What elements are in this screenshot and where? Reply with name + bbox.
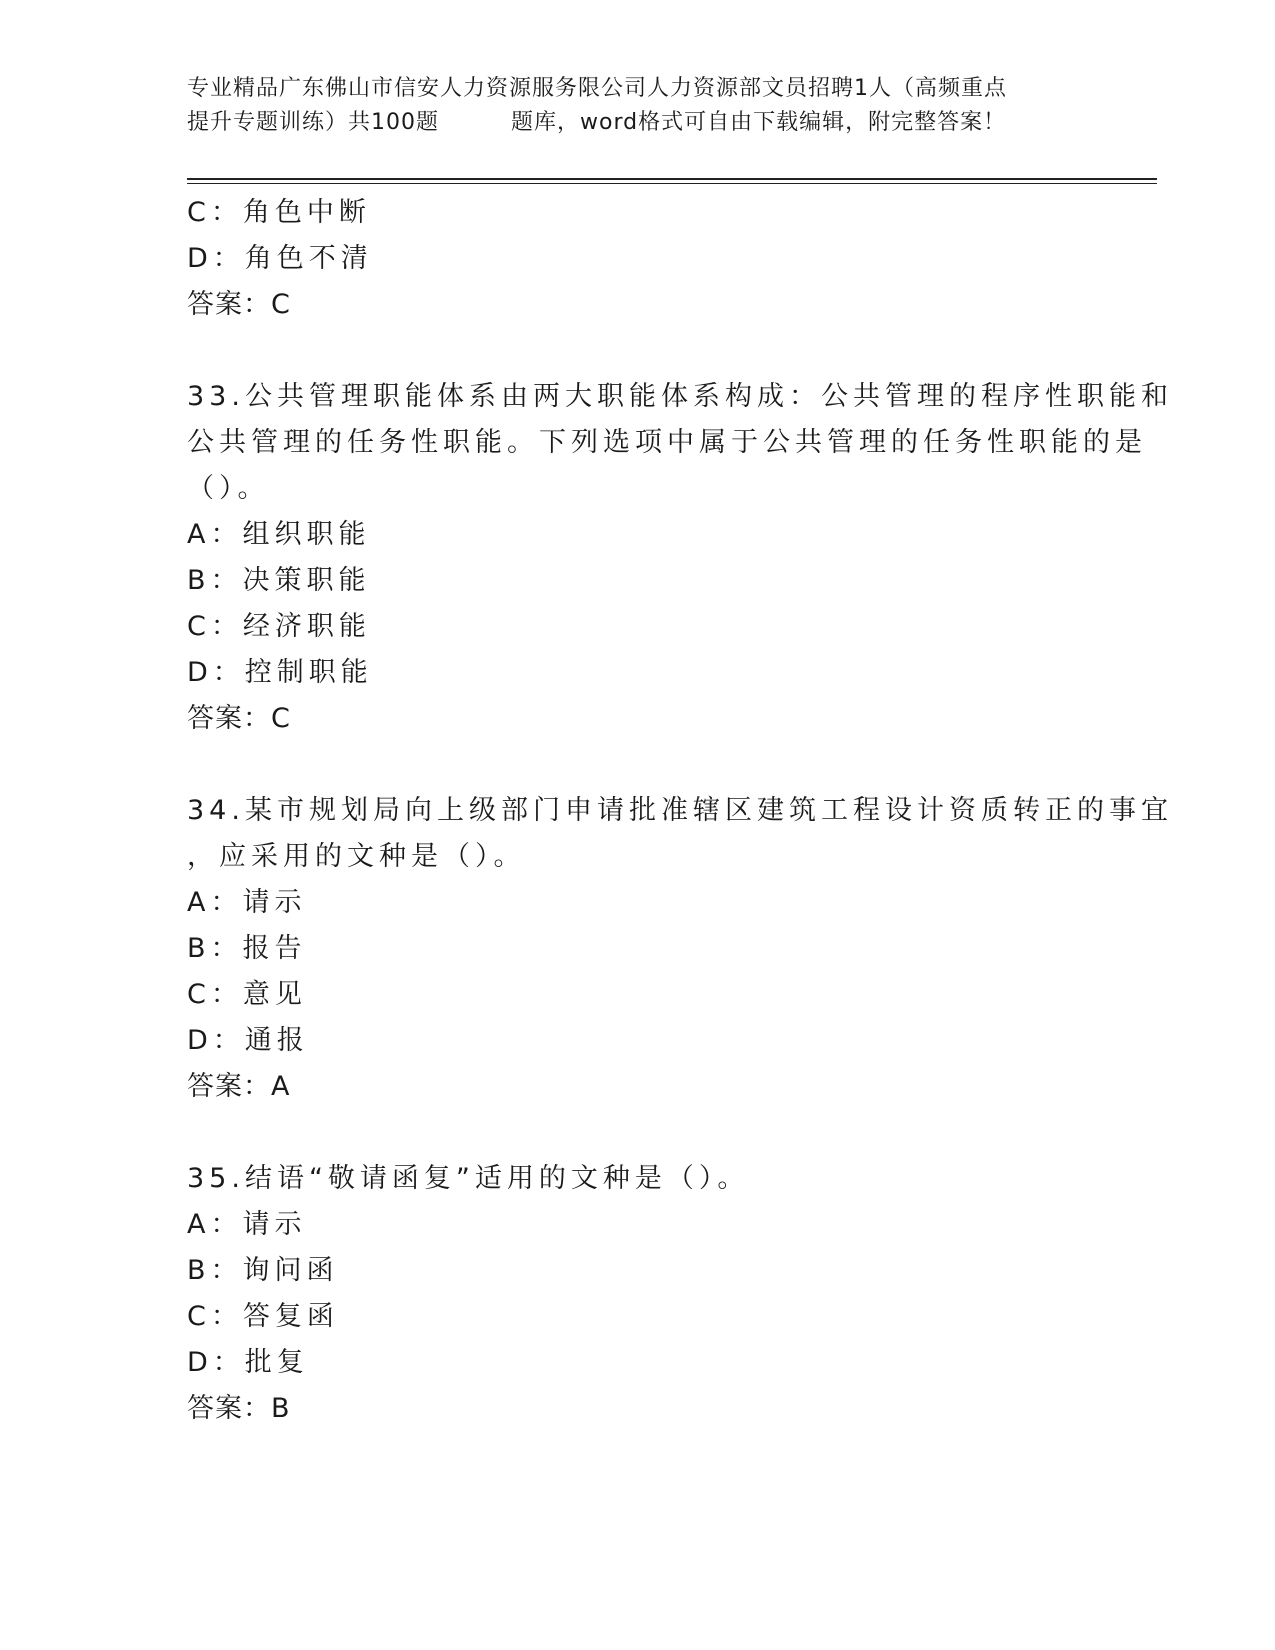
question-text-line: （）。 — [187, 473, 270, 504]
option-c: C：答复函 — [187, 1301, 339, 1332]
question-35 — [187, 1156, 1087, 1432]
answer: 答案：C — [187, 703, 291, 734]
question-text-line: ，应采用的文种是（）。 — [187, 841, 526, 872]
option-a: A：请示 — [187, 887, 307, 918]
answer: 答案：B — [187, 1393, 291, 1424]
question-text-line: 公共管理的任务性职能。下列选项中属于公共管理的任务性职能的是 — [187, 427, 1147, 458]
option-c: C：意见 — [187, 979, 307, 1010]
option-a: A：组织职能 — [187, 519, 371, 550]
option-d: D：批复 — [187, 1347, 309, 1378]
page-header — [187, 72, 1087, 140]
question-32-tail — [187, 190, 1087, 328]
header-line-1: 专业精品广东佛山市信安人力资源服务限公司人力资源部文员招聘1人（高频重点 — [187, 76, 1007, 101]
header-line-2-left: 提升专题训练）共100题 — [187, 110, 439, 135]
header-line-2 — [187, 106, 1087, 140]
question-34 — [187, 788, 1173, 1110]
question-text-line: 33.公共管理职能体系由两大职能体系构成：公共管理的程序性职能和 — [187, 381, 1173, 412]
question-33 — [187, 374, 1173, 742]
header-line-2-right: 题库，word格式可自由下载编辑，附完整答案！ — [511, 110, 1007, 135]
option-d: D：通报 — [187, 1025, 309, 1056]
option-b: B：报告 — [187, 933, 307, 964]
option-b: B：决策职能 — [187, 565, 371, 596]
option-d: D：角色不清 — [187, 243, 373, 274]
option-d: D：控制职能 — [187, 657, 373, 688]
option-b: B：询问函 — [187, 1255, 339, 1286]
option-c: C：角色中断 — [187, 197, 371, 228]
header-divider-thin — [187, 183, 1157, 184]
option-a: A：请示 — [187, 1209, 307, 1240]
document-body — [187, 190, 1173, 1432]
option-c: C：经济职能 — [187, 611, 371, 642]
question-text-line: 34.某市规划局向上级部门申请批准辖区建筑工程设计资质转正的事宜 — [187, 795, 1173, 826]
answer: 答案：C — [187, 289, 291, 320]
question-text-line: 35.结语“敬请函复”适用的文种是（）。 — [187, 1163, 750, 1194]
answer: 答案：A — [187, 1071, 291, 1102]
header-divider-thick — [187, 178, 1157, 180]
